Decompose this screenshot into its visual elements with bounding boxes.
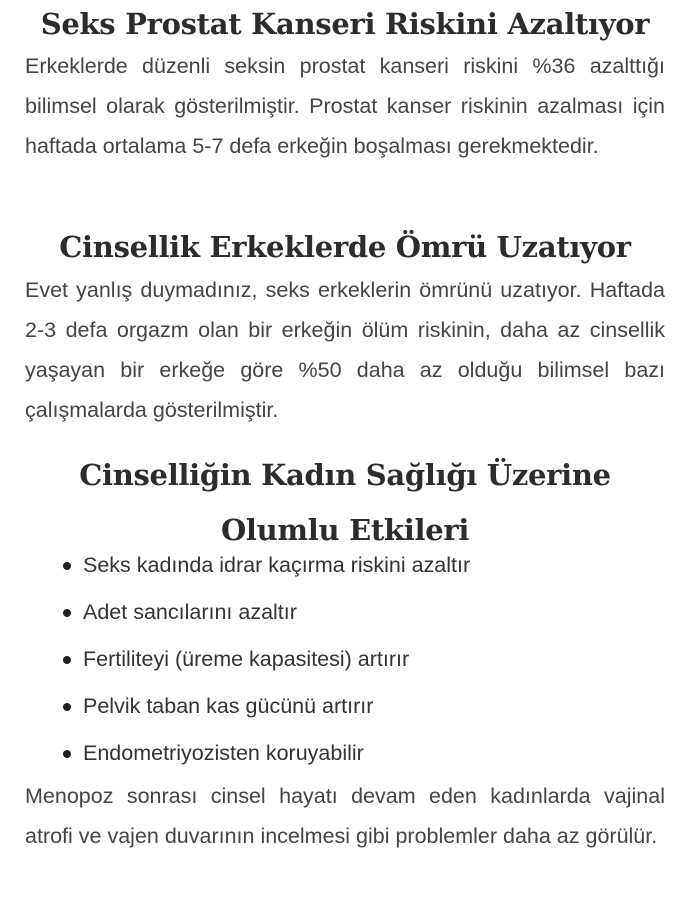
section-heading-lifespan: Cinsellik Erkeklerde Ömrü Uzatıyor bbox=[59, 230, 631, 264]
list-item: Adet sancılarını azaltır bbox=[83, 589, 665, 636]
list-item: Seks kadında idrar kaçırma riskini azaltır bbox=[83, 542, 665, 589]
list-item: Fertiliteyi (üreme kapasitesi) artırır bbox=[83, 636, 665, 683]
benefits-list bbox=[25, 542, 665, 777]
section-heading-women-health: Cinselliğin Kadın Sağlığı Üzerine Olumlu Etkileri bbox=[79, 458, 611, 547]
list-item: Endometriyozisten koruyabilir bbox=[83, 730, 665, 777]
section-body-women-health: Menopoz sonrası cinsel hayatı devam eden kadınlarda vajinal atrofi ve vajen duvarının incelmesi gibi problemler daha az görülür. bbox=[25, 784, 665, 848]
section-heading-prostate: Seks Prostat Kanseri Riskini Azaltıyor bbox=[40, 7, 650, 41]
section-body-lifespan: Evet yanlış duymadınız, seks erkeklerin ömrünü uzatıyor. Haftada 2-3 defa orgazm olan bir erkeğin ölüm riskinin, daha az cinsellik yaşayan bir erkeğe göre %50 daha az olduğu bilimsel bazı çalışmalarda gösterilmiştir. bbox=[25, 278, 665, 422]
list-item: Pelvik taban kas gücünü artırır bbox=[83, 683, 665, 730]
section-body-prostate: Erkeklerde düzenli seksin prostat kanseri riskini %36 azalttığı bilimsel olarak gösterilmiştir. Prostat kanser riskinin azalması için haftada ortalama 5-7 defa erkeğin boşalması gerekmektedir. bbox=[25, 54, 665, 158]
